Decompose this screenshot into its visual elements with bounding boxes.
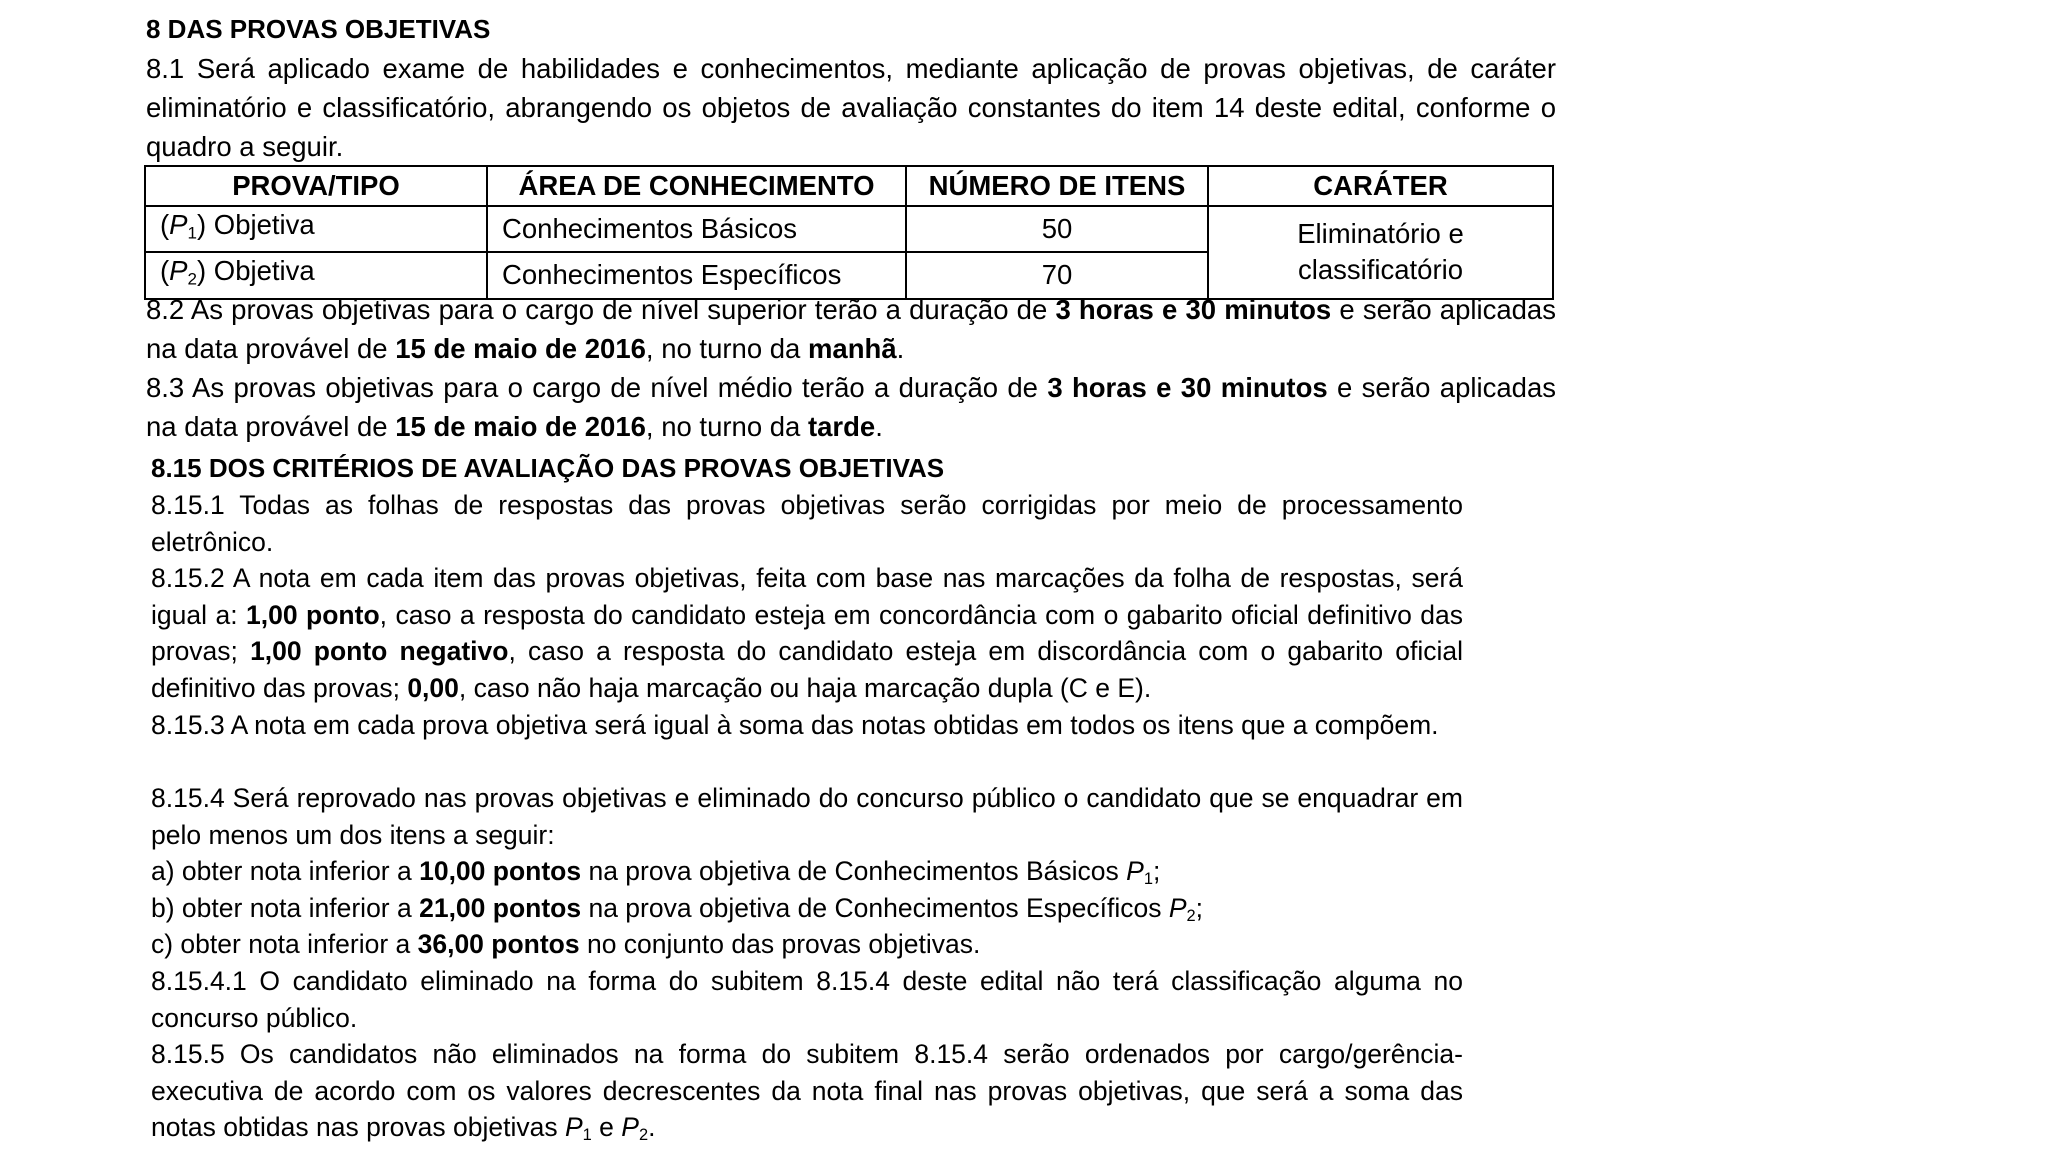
paragraph-8-2: 8.2 As provas objetivas para o cargo de nível superior terão a duração de 3 horas e 30 minutos e serão aplicadas na data provável de 15 de maio de 2016, no turno da manhã. [146,294,1556,365]
table-cell-area: Conhecimentos Específicos [487,252,906,298]
paragraph-8-1: 8.1 Será aplicado exame de habilidades e conhecimentos, mediante aplicação de provas objetivas, de caráter eliminatório e classificatório, abrangendo os objetos de avaliação constantes do item 14 deste edital, conforme o quadro a seguir. [146,53,1556,163]
table-header-cell: NÚMERO DE ITENS [906,166,1208,206]
paragraph-8-15-5: 8.15.5 Os candidatos não eliminados na forma do subitem 8.15.4 serão ordenados por cargo/gerência-executiva de acordo com os valores decrescentes da nota final nas provas objetivas, que será a soma das notas obtidas nas provas objetivas $P_1$ e $P_2$. [151,1039,1463,1145]
table-cell-prova: $(P_1)$ Objetiva [145,206,487,252]
table-row [145,206,1553,252]
list-item-a: a) obter nota inferior a 10,00 pontos na prova objetiva de Conhecimentos Básicos $P_1$; [151,856,1161,889]
table-header-cell: CARÁTER [1208,166,1553,206]
table-cell-itens: 50 [906,206,1208,252]
criteria-heading: 8.15 DOS CRITÉRIOS DE AVALIAÇÃO DAS PROVAS OBJETIVAS [151,453,945,483]
table-cell-itens: 70 [906,252,1208,298]
list-item-b: b) obter nota inferior a 21,00 pontos na prova objetiva de Conhecimentos Específicos $P_2$; [151,893,1204,926]
table-cell-carater: Eliminatório e classificatório [1208,206,1553,299]
paragraph-8-15-1: 8.15.1 Todas as folhas de respostas das provas objetivas serão corrigidas por meio de processamento eletrônico. [151,490,1463,557]
table-header-row [145,166,1553,206]
table-cell-prova: $(P_2)$ Objetiva [145,252,487,298]
provas-table [144,165,1554,300]
table-cell-area: Conhecimentos Básicos [487,206,906,252]
table-header-cell: ÁREA DE CONHECIMENTO [487,166,906,206]
paragraph-8-15-4: 8.15.4 Será reprovado nas provas objetivas e eliminado do concurso público o candidato que se enquadrar em pelo menos um dos itens a seguir: [151,783,1463,850]
table-header-cell: PROVA/TIPO [145,166,487,206]
paragraph-8-3: 8.3 As provas objetivas para o cargo de nível médio terão a duração de 3 horas e 30 minutos e serão aplicadas na data provável de 15 de maio de 2016, no turno da tarde. [146,372,1556,443]
section-heading: 8 DAS PROVAS OBJETIVAS [146,14,491,44]
paragraph-8-15-4-1: 8.15.4.1 O candidato eliminado na forma do subitem 8.15.4 deste edital não terá classificação alguma no concurso público. [151,966,1463,1033]
paragraph-8-15-2: 8.15.2 A nota em cada item das provas objetivas, feita com base nas marcações da folha de respostas, será igual a: 1,00 ponto, caso a resposta do candidato esteja em concordância com o gabarito oficial definitivo das provas; 1,00 ponto negativo, caso a resposta do candidato esteja em discordância com o gabarito oficial definitivo das provas; 0,00, caso não haja marcação ou haja marcação dupla (C e E). [151,563,1464,704]
paragraph-8-15-3: 8.15.3 A nota em cada prova objetiva será igual à soma das notas obtidas em todos os itens que a compõem. [151,710,1439,740]
list-item-c: c) obter nota inferior a 36,00 pontos no conjunto das provas objetivas. [151,929,981,959]
